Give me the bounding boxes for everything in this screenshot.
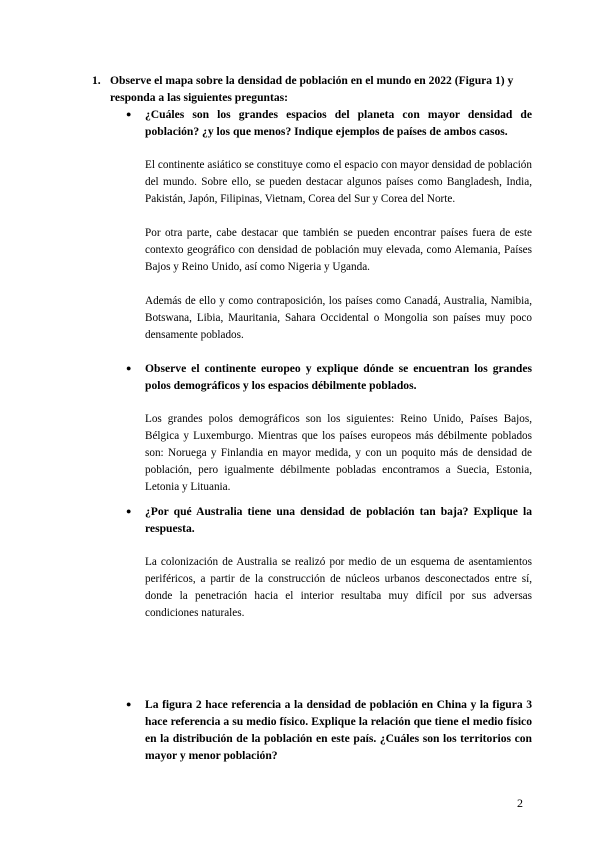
page-number: 2: [517, 796, 523, 810]
bullet-3-answer: [145, 554, 532, 622]
bullet-3-answer-paragraph-1: La colonización de Australia se realizó por medio de un esquema de asentamientos periféricos, a partir de la construcción de núcleos urbanos desconectados entre sí, donde la penetración hacia el interior resultaba muy difícil por sus adversas condiciones naturales.: [145, 556, 532, 619]
bullet-2-question: [126, 360, 532, 394]
bullet-1-answer: [145, 157, 532, 344]
question-1: [92, 72, 532, 106]
bullet-icon: ●: [126, 506, 132, 516]
bullet-1-answer-paragraph-3: Además de ello y como contraposición, los países como Canadá, Australia, Namibia, Botswana, Libia, Mauritania, Sahara Occidental o Mongolia son países muy poco densamente poblados.: [145, 295, 532, 341]
bullet-3-question-text: ¿Por qué Australia tiene una densidad de población tan baja? Explique la respuesta.: [145, 505, 532, 535]
bullet-icon: ●: [126, 363, 132, 373]
bullet-1: [126, 106, 532, 344]
bullet-4-question: [126, 696, 532, 764]
bullet-3-question: [126, 503, 532, 537]
bullet-1-answer-paragraph-1: El continente asiático se constituye como el espacio con mayor densidad de población del mundo. Sobre ello, se pueden destacar algunos países como Bangladesh, India, Pakistán, Japón, Filipinas, Vietnam, Corea del Sur y Corea del Norte.: [145, 159, 532, 205]
bullet-4: [126, 696, 532, 764]
bullet-icon: ●: [126, 109, 132, 119]
bullet-1-question: [126, 106, 532, 140]
bullet-2-answer: [145, 411, 532, 496]
question-1-text: Observe el mapa sobre la densidad de población en el mundo en 2022 (Figura 1) y responda a las siguientes preguntas:: [110, 74, 514, 104]
question-1-number: 1.: [92, 74, 101, 87]
bullet-1-answer-paragraph-2: Por otra parte, cabe destacar que también se pueden encontrar países fuera de este contexto geográfico con densidad de población muy elevada, como Alemania, Países Bajos y Reino Unido, así como Nigeria y Uganda.: [145, 227, 532, 273]
bullet-3: [126, 503, 532, 622]
bullet-4-question-text: La figura 2 hace referencia a la densidad de población en China y la figura 3 hace referencia a su medio físico. Explique la relación que tiene el medio físico en la distribución de la población en este país. ¿Cuáles son los territorios con mayor y menor población?: [145, 698, 532, 762]
bullet-icon: ●: [126, 699, 132, 709]
bullet-2-question-text: Observe el continente europeo y explique dónde se encuentran los grandes polos demográficos y los espacios débilmente poblados.: [145, 362, 532, 392]
bullet-2-answer-paragraph-1: Los grandes polos demográficos son los siguientes: Reino Unido, Países Bajos, Bélgica y Luxemburgo. Mientras que los países europeos más débilmente poblados son: Noruega y Finlandia en mayor medida, y con un poquito más de densidad de población, pero igualmente débilmente pobladas encontramos a Suecia, Estonia, Letonia y Lituania.: [145, 413, 532, 493]
bullet-2: [126, 360, 532, 496]
bullet-1-question-text: ¿Cuáles son los grandes espacios del planeta con mayor densidad de población? ¿y los que menos? Indique ejemplos de países de ambos casos.: [145, 108, 532, 138]
